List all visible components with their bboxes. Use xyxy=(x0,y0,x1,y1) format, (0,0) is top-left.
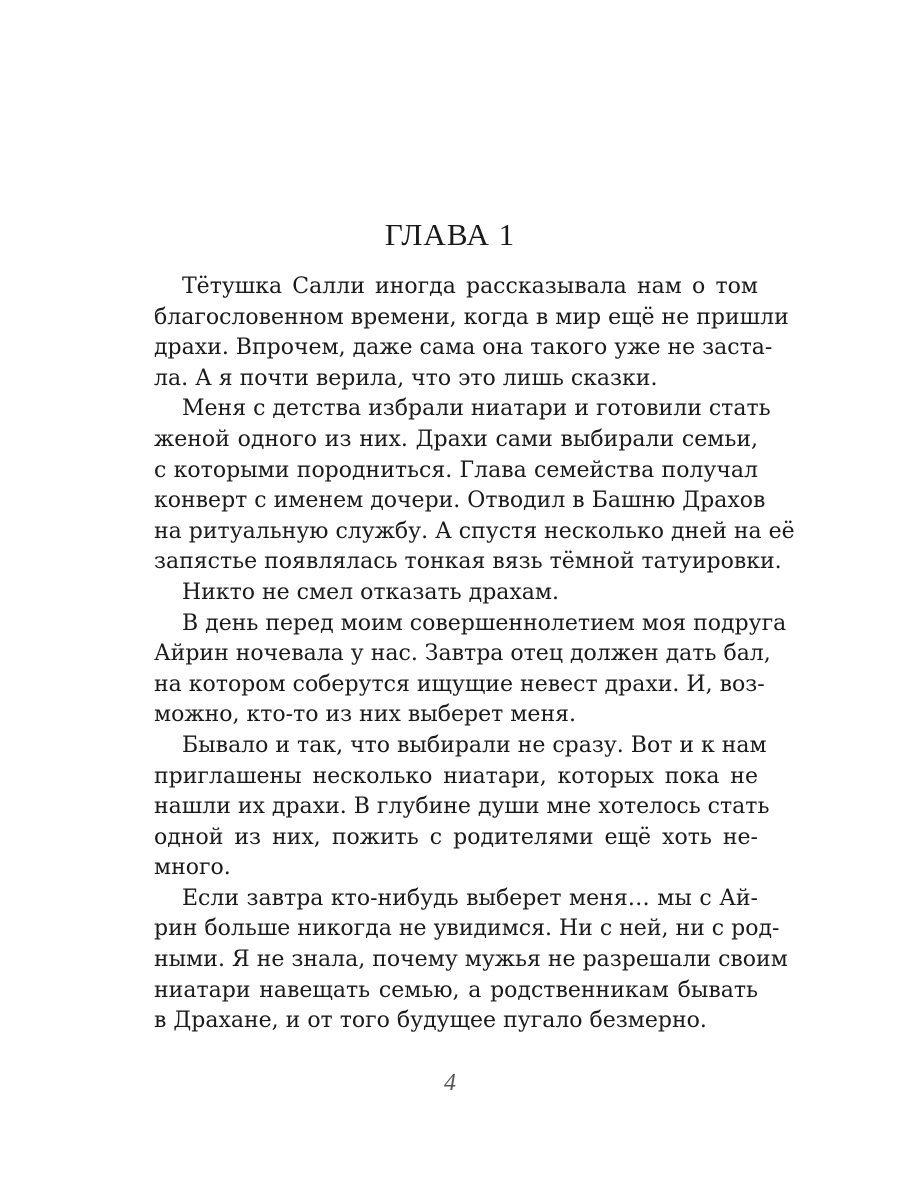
text-line: женой одного из них. Драхи сами выбирали семьи, xyxy=(154,426,758,452)
text-line: ными. Я не знала, почему мужья не разрешали своим xyxy=(154,947,788,973)
text-line: Айрин ночевала у нас. Завтра отец должен дать бал, xyxy=(154,641,771,667)
text-line: запястье появлялась тонкая вязь тёмной татуировки. xyxy=(154,549,782,575)
text-line: ла. А я почти верила, что это лишь сказки. xyxy=(154,365,658,391)
text-line: Меня с детства избрали ниатари и готовили стать xyxy=(182,396,771,422)
text-line: можно, кто-то из них выберет меня. xyxy=(154,702,576,728)
text-line: на котором соберутся ищущие невест драхи. И, воз- xyxy=(154,671,765,697)
text-line: Никто не смел отказать драхам. xyxy=(182,579,560,605)
text-line: рин больше никогда не увидимся. Ни с ней, ни с род- xyxy=(154,916,780,942)
text-line: нашли их драхи. В глубине души мне хотелось стать xyxy=(154,794,770,820)
text-line: Если завтра кто-нибудь выберет меня… мы с Ай- xyxy=(182,885,758,911)
text-line: В день перед моим совершеннолетием моя подруга xyxy=(182,610,787,636)
page-number: 4 xyxy=(444,1070,456,1096)
text-line: на ритуальную службу. А спустя несколько дней на её xyxy=(154,518,795,544)
text-line: Тётушка Салли иногда рассказывала нам о том xyxy=(182,274,758,299)
text-line: много. xyxy=(154,855,231,881)
text-line: с которыми породниться. Глава семейства получал xyxy=(154,457,758,483)
text-line: конверт с именем дочери. Отводил в Башню Драхов xyxy=(154,488,766,514)
text-line: в Драхане, и от того будущее пугало безмерно. xyxy=(154,1008,707,1034)
text-line: благословенном времени, когда в мир ещё не пришли xyxy=(154,304,789,330)
text-line: драхи. Впрочем, даже сама она такого уже не заста- xyxy=(154,335,773,361)
chapter-body xyxy=(154,272,795,1037)
text-line: одной из них, пожить с родителями ещё хоть не- xyxy=(154,824,758,850)
chapter-title: ГЛАВА 1 xyxy=(384,217,516,252)
text-line: Бывало и так, что выбирали не сразу. Вот и к нам xyxy=(182,732,767,758)
text-line: приглашены несколько ниатари, которых пока не xyxy=(154,763,758,789)
text-line: ниатари навещать семью, а родственникам бывать xyxy=(154,977,758,1003)
